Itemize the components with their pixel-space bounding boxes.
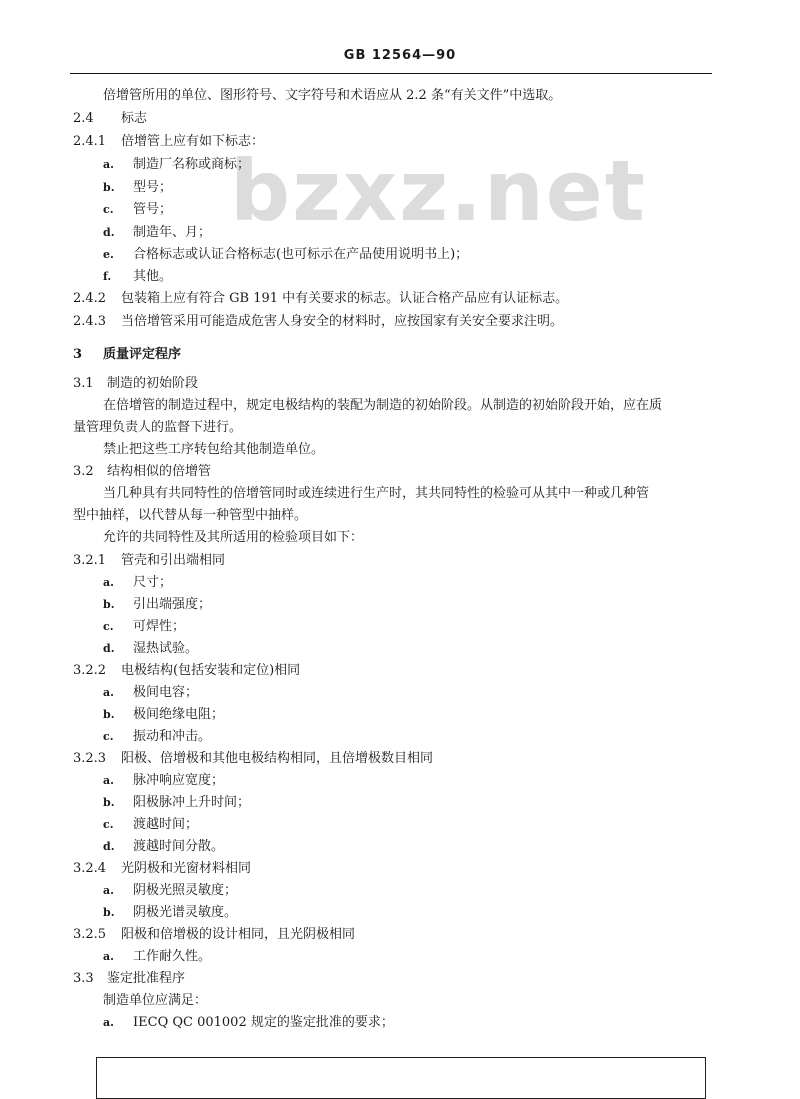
item-label: a. bbox=[103, 576, 114, 589]
paragraph bbox=[73, 507, 307, 525]
section-heading bbox=[73, 970, 185, 988]
clause-text: 光阴极和光窗材料相同 bbox=[121, 861, 252, 876]
section-heading bbox=[73, 463, 211, 481]
list-item bbox=[103, 618, 185, 636]
list-item bbox=[103, 728, 211, 746]
paragraph bbox=[103, 485, 649, 503]
item-text: 其他。 bbox=[133, 269, 173, 284]
item-label: d. bbox=[103, 226, 115, 239]
clause bbox=[73, 750, 433, 768]
item-label: d. bbox=[103, 840, 115, 853]
section-title: 鉴定批准程序 bbox=[107, 971, 186, 986]
item-text: 脉冲响应宽度； bbox=[133, 773, 225, 788]
clause-text: 电极结构(包括安装和定位)相同 bbox=[121, 663, 301, 678]
paragraph bbox=[73, 419, 242, 437]
item-text: 阳极脉冲上升时间； bbox=[133, 795, 251, 810]
clause bbox=[73, 926, 355, 944]
item-text: 极间绝缘电阻； bbox=[133, 707, 225, 722]
clause-number: 3.2.3 bbox=[73, 751, 107, 766]
clause bbox=[73, 133, 264, 151]
list-item bbox=[103, 882, 237, 900]
text: 当几种具有共同特性的倍增管同时或连续进行生产时，其共同特性的检验可从其中一种或几种管 bbox=[103, 486, 650, 501]
section-number: 3.2 bbox=[73, 464, 94, 479]
item-text: 振动和冲击。 bbox=[133, 729, 212, 744]
clause-number: 2.4.3 bbox=[73, 314, 107, 329]
item-text: 管号； bbox=[133, 202, 173, 217]
item-text: 型号； bbox=[133, 180, 173, 195]
item-label: b. bbox=[103, 906, 115, 919]
list-item bbox=[103, 179, 172, 197]
item-label: a. bbox=[103, 774, 114, 787]
document-code-header: GB 12564—90 bbox=[343, 48, 457, 63]
list-item bbox=[103, 948, 211, 966]
list-item bbox=[103, 574, 172, 592]
item-text: 工作耐久性。 bbox=[133, 949, 212, 964]
item-label: a. bbox=[103, 1016, 114, 1029]
paragraph bbox=[103, 397, 662, 415]
item-label: a. bbox=[103, 158, 114, 171]
item-text: 合格标志或认证合格标志(也可标示在产品使用说明书上)； bbox=[133, 247, 469, 262]
clause-text: 包装箱上应有符合 GB 191 中有关要求的标志。认证合格产品应有认证标志。 bbox=[121, 291, 569, 306]
clause-text: 管壳和引出端相同 bbox=[121, 553, 226, 568]
clause bbox=[73, 860, 251, 878]
section-title: 结构相似的倍增管 bbox=[107, 464, 212, 479]
item-label: c. bbox=[103, 620, 114, 633]
item-label: a. bbox=[103, 686, 114, 699]
clause-number: 2.4.2 bbox=[73, 291, 107, 306]
section-title: 标志 bbox=[121, 111, 148, 126]
list-item bbox=[103, 224, 211, 242]
section-heading bbox=[73, 110, 147, 128]
item-text: 渡越时间； bbox=[133, 817, 199, 832]
paragraph bbox=[103, 441, 324, 459]
item-text: 引出端强度； bbox=[133, 597, 212, 612]
item-label: c. bbox=[103, 203, 114, 216]
item-label: b. bbox=[103, 598, 115, 611]
clause-text: 倍增管上应有如下标志： bbox=[121, 134, 265, 149]
item-text: 渡越时间分散。 bbox=[133, 839, 225, 854]
item-label: b. bbox=[103, 708, 115, 721]
list-item bbox=[103, 201, 172, 219]
clause bbox=[73, 313, 563, 331]
section-title: 制造的初始阶段 bbox=[107, 376, 199, 391]
item-label: b. bbox=[103, 796, 115, 809]
clause-number: 3.2.2 bbox=[73, 663, 107, 678]
item-label: a. bbox=[103, 884, 114, 897]
text: 量管理负责人的监督下进行。 bbox=[73, 420, 243, 435]
text: 制造单位应满足： bbox=[103, 993, 208, 1008]
clause-number: 3.2.4 bbox=[73, 861, 107, 876]
list-item bbox=[103, 596, 211, 614]
item-text: 制造年、月； bbox=[133, 225, 212, 240]
list-item bbox=[103, 640, 198, 658]
item-label: d. bbox=[103, 642, 115, 655]
item-text: 湿热试验。 bbox=[133, 641, 199, 656]
list-item bbox=[103, 1014, 394, 1032]
clause-text: 当倍增管采用可能造成危害人身安全的材料时，应按国家有关安全要求注明。 bbox=[121, 314, 564, 329]
clause-number: 2.4.1 bbox=[73, 134, 107, 149]
item-label: b. bbox=[103, 181, 115, 194]
text: 型中抽样，以代替从每一种管型中抽样。 bbox=[73, 508, 308, 523]
item-text: 阴极光照灵敏度； bbox=[133, 883, 238, 898]
item-label: c. bbox=[103, 730, 114, 743]
item-label: a. bbox=[103, 950, 114, 963]
item-label: c. bbox=[103, 818, 114, 831]
list-item bbox=[103, 684, 198, 702]
paragraph bbox=[103, 992, 207, 1010]
item-text: IECQ QC 001002 规定的鉴定批准的要求； bbox=[133, 1015, 394, 1030]
list-item bbox=[103, 706, 224, 724]
paragraph bbox=[103, 87, 561, 105]
clause bbox=[73, 662, 300, 680]
text: 允许的共同特性及其所适用的检验项目如下： bbox=[103, 530, 364, 545]
text: 禁止把这些工序转包给其他制造单位。 bbox=[103, 442, 325, 457]
section-number: 3.3 bbox=[73, 971, 94, 986]
clause-text: 阳极和倍增极的设计相同，且光阴极相同 bbox=[121, 927, 356, 942]
watermark: bzxz.net bbox=[230, 142, 647, 240]
item-label: f. bbox=[103, 270, 112, 283]
section-heading bbox=[73, 375, 198, 393]
list-item bbox=[103, 772, 224, 790]
clause bbox=[73, 290, 568, 308]
list-item bbox=[103, 794, 250, 812]
list-item bbox=[103, 816, 198, 834]
clause-number: 3.2.5 bbox=[73, 927, 107, 942]
section-number: 2.4 bbox=[73, 111, 94, 126]
chapter-heading bbox=[73, 346, 181, 364]
item-text: 可焊性； bbox=[133, 619, 186, 634]
item-text: 阴极光谱灵敏度。 bbox=[133, 905, 238, 920]
item-text: 极间电容； bbox=[133, 685, 199, 700]
list-item bbox=[103, 268, 172, 286]
clause-number: 3.2.1 bbox=[73, 553, 107, 568]
list-item bbox=[103, 156, 250, 174]
list-item bbox=[103, 838, 224, 856]
text: 倍增管所用的单位、图形符号、文字符号和术语应从 2.2 条“有关文件”中选取。 bbox=[103, 88, 562, 103]
clause-text: 阳极、倍增极和其他电极结构相同，且倍增极数目相同 bbox=[121, 751, 434, 766]
list-item bbox=[103, 904, 237, 922]
text: 在倍增管的制造过程中，规定电极结构的装配为制造的初始阶段。从制造的初始阶段开始，应在质 bbox=[103, 398, 663, 413]
chapter-title: 质量评定程序 bbox=[103, 347, 182, 362]
section-number: 3.1 bbox=[73, 376, 94, 391]
item-label: e. bbox=[103, 248, 114, 261]
paragraph bbox=[103, 529, 363, 547]
item-text: 制造厂名称或商标； bbox=[133, 157, 251, 172]
clause bbox=[73, 552, 225, 570]
chapter-number: 3 bbox=[73, 347, 83, 362]
list-item bbox=[103, 246, 468, 264]
item-text: 尺寸； bbox=[133, 575, 173, 590]
